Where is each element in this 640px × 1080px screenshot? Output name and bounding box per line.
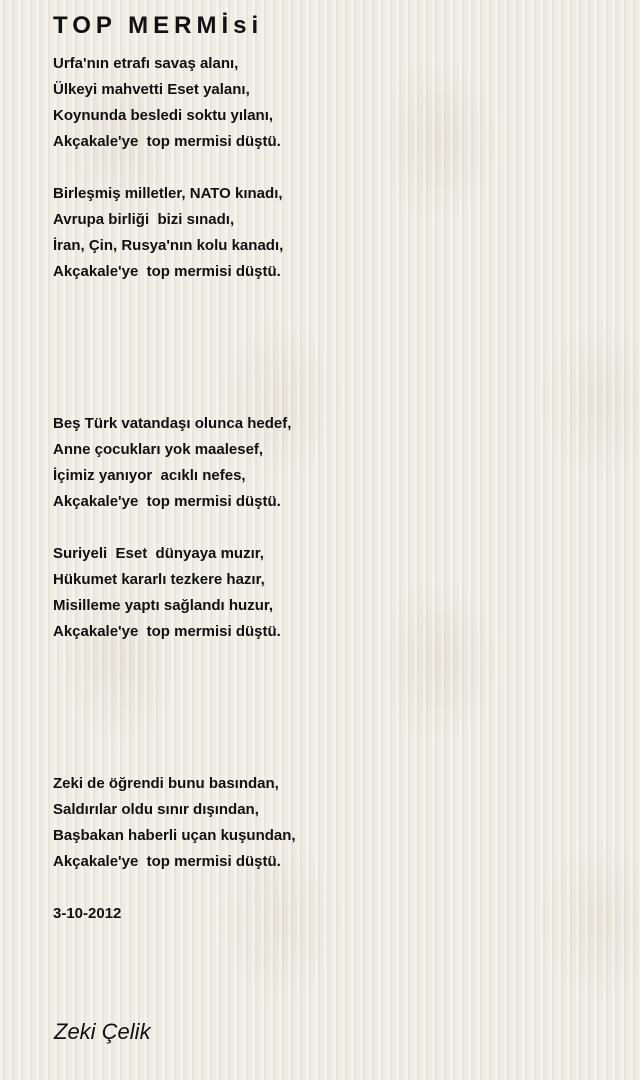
author-signature: Zeki Çelik [54,1019,151,1044]
poem-line: Başbakan haberli uçan kuşundan, [53,827,296,844]
stanza-4 [53,541,281,645]
poem-line: Koynunda besledi soktu yılanı, [53,107,274,124]
stanza-5 [53,771,296,875]
poem-line: Birleşmiş milletler, NATO kınadı, [53,185,283,202]
stanza-1 [53,51,281,155]
poem-line: Akçakale'ye top mermisi düştü. [53,853,281,870]
poem-line: Ülkeyi mahvetti Eset yalanı, [53,81,250,98]
poem-line: Avrupa birliği bizi sınadı, [53,211,235,228]
poem-line: Hükumet kararlı tezkere hazır, [53,571,265,588]
poem-line: Urfa'nın etrafı savaş alanı, [53,55,239,72]
poem-line: Misilleme yaptı sağlandı huzur, [53,597,274,614]
poem-line: Akçakale'ye top mermisi düştü. [53,263,281,280]
poem-line: Zeki de öğrendi bunu basından, [53,775,279,792]
stanza-2 [53,181,283,285]
poem-date: 3-10-2012 [53,905,122,922]
poem-line: Suriyeli Eset dünyaya muzır, [53,545,264,562]
poem-line: Akçakale'ye top mermisi düştü. [53,133,281,150]
poem-line: Akçakale'ye top mermisi düştü. [53,493,281,510]
poem-line: Beş Türk vatandaşı olunca hedef, [53,415,292,432]
stanza-3 [53,411,291,515]
poem-line: Anne çocukları yok maalesef, [53,441,264,458]
poem-line: İçimiz yanıyor acıklı nefes, [53,467,246,484]
poem-line: İran, Çin, Rusya'nın kolu kanadı, [53,237,284,254]
poem-line: Akçakale'ye top mermisi düştü. [53,623,281,640]
poem-title: TOP MERMİsi [53,12,264,39]
poem-line: Saldırılar oldu sınır dışından, [53,801,259,818]
